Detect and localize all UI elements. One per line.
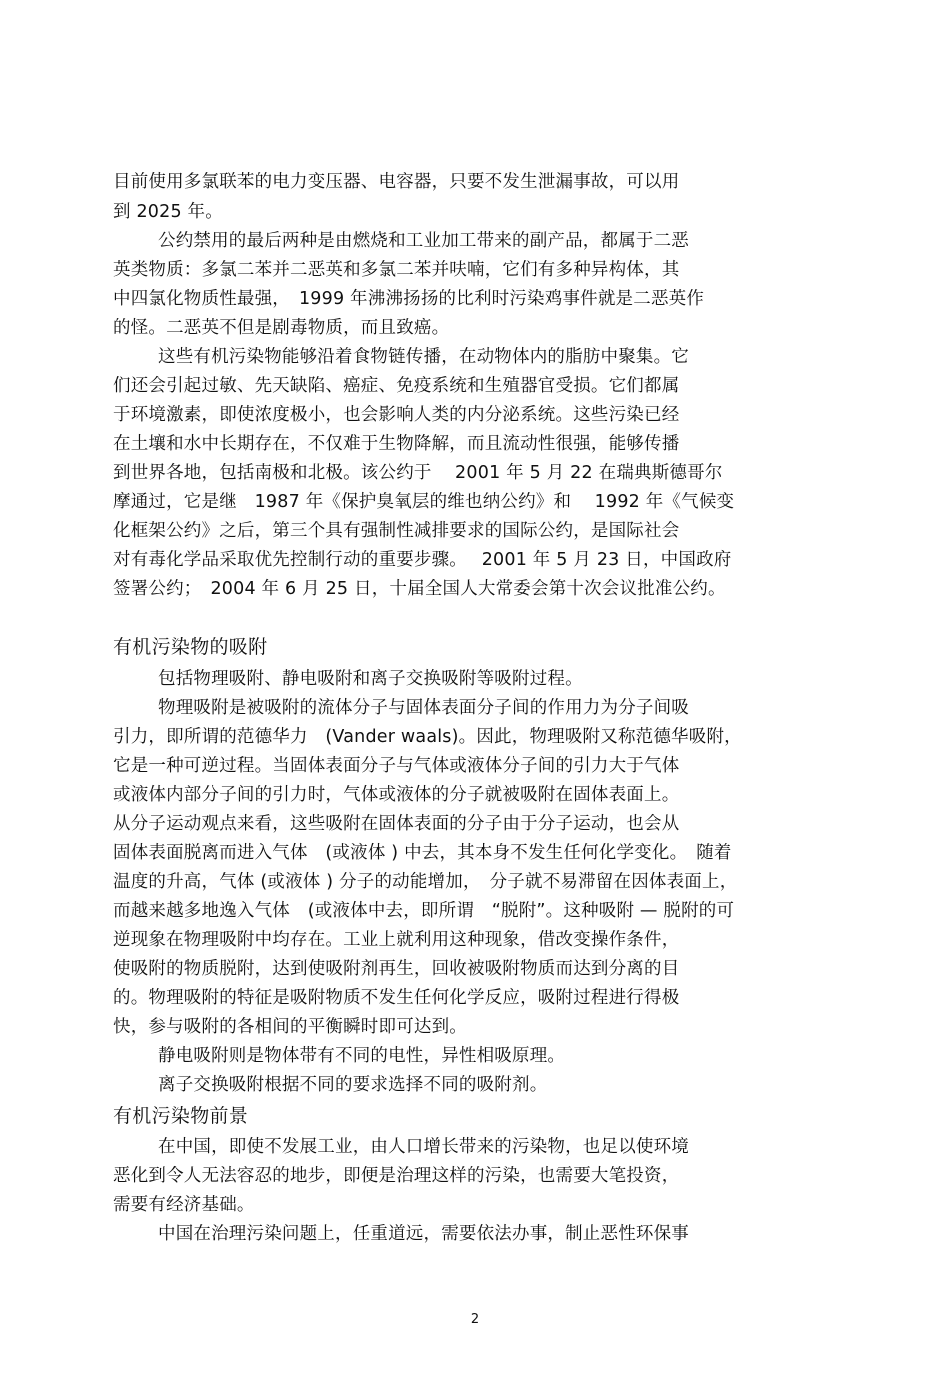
text-line: 它是一种可逆过程。当固体表面分子与气体或液体分子间的引力大于气体 <box>113 756 680 776</box>
section-heading: 有机污染物的吸附 <box>113 636 268 658</box>
text-line: 摩通过，它是继 1987 年《保护臭氧层的维也纳公约》和 1992 年《气候变 <box>113 492 735 512</box>
text-line: 使吸附的物质脱附，达到使吸附剂再生，回收被吸附物质而达到分离的目 <box>113 959 680 979</box>
text-line: 化框架公约》之后，第三个具有强制性减排要求的国际公约，是国际社会 <box>113 521 680 541</box>
text-line: 包括物理吸附、静电吸附和离子交换吸附等吸附过程。 <box>158 669 583 689</box>
text-line: 目前使用多氯联苯的电力变压器、电容器，只要不发生泄漏事故，可以用 <box>113 172 680 192</box>
text-line: 到 2025 年。 <box>113 202 223 222</box>
text-line: 恶化到令人无法容忍的地步，即便是治理这样的污染，也需要大笔投资， <box>113 1166 680 1186</box>
section-heading: 有机污染物前景 <box>113 1105 249 1127</box>
text-line: 在中国，即使不发展工业，由人口增长带来的污染物，也足以使环境 <box>158 1137 689 1157</box>
text-line: 引力，即所谓的范德华力 (Vander waals)。因此，物理吸附又称范德华吸附， <box>113 727 742 747</box>
text-line: 中国在治理污染问题上，任重道远，需要依法办事，制止恶性环保事 <box>158 1224 689 1244</box>
text-line: 物理吸附是被吸附的流体分子与固体表面分子间的作用力为分子间吸 <box>158 698 689 718</box>
text-line: 固体表面脱离而进入气体 (或液体 ) 中去，其本身不发生任何化学变化。 随着 <box>113 843 732 863</box>
text-line: 逆现象在物理吸附中均存在。工业上就利用这种现象，借改变操作条件， <box>113 930 680 950</box>
text-line: 需要有经济基础。 <box>113 1195 255 1215</box>
page-number: 2 <box>470 1312 480 1327</box>
text-line: 从分子运动观点来看，这些吸附在固体表面的分子由于分子运动，也会从 <box>113 814 680 834</box>
text-line: 温度的升高，气体 (或液体 ) 分子的动能增加， 分子就不易滞留在因体表面上， <box>113 872 738 892</box>
text-line: 到世界各地，包括南极和北极。该公约于 2001 年 5 月 22 在瑞典斯德哥尔 <box>113 463 723 483</box>
text-line: 们还会引起过敏、先天缺陷、癌症、免疫系统和生殖器官受损。它们都属 <box>113 376 680 396</box>
text-line: 公约禁用的最后两种是由燃烧和工业加工带来的副产品，都属于二恶 <box>158 231 689 251</box>
text-line: 英类物质：多氯二苯并二恶英和多氯二苯并呋喃，它们有多种异构体，其 <box>113 260 680 280</box>
text-line: 而越来越多地逸入气体 (或液体中去，即所谓 “脱附”。这种吸附 — 脱附的可 <box>113 901 735 921</box>
text-line: 静电吸附则是物体带有不同的电性，异性相吸原理。 <box>158 1046 566 1066</box>
text-line: 签署公约； 2004 年 6 月 25 日，十届全国人大常委会第十次会议批准公约。 <box>113 579 726 599</box>
text-line: 中四氯化物质性最强， 1999 年沸沸扬扬的比利时污染鸡事件就是二恶英作 <box>113 289 705 309</box>
text-line: 的怪。二恶英不但是剧毒物质，而且致癌。 <box>113 318 450 338</box>
text-line: 或液体内部分子间的引力时，气体或液体的分子就被吸附在固体表面上。 <box>113 785 680 805</box>
text-line: 的。物理吸附的特征是吸附物质不发生任何化学反应，吸附过程进行得极 <box>113 988 680 1008</box>
text-line: 在土壤和水中长期存在，不仅难于生物降解，而且流动性很强，能够传播 <box>113 434 680 454</box>
text-line: 快，参与吸附的各相间的平衡瞬时即可达到。 <box>113 1017 467 1037</box>
text-line: 这些有机污染物能够沿着食物链传播，在动物体内的脂肪中聚集。它 <box>158 347 689 367</box>
text-line: 于环境激素，即使浓度极小，也会影响人类的内分泌系统。这些污染已经 <box>113 405 680 425</box>
text-line: 离子交换吸附根据不同的要求选择不同的吸附剂。 <box>158 1075 548 1095</box>
text-line: 对有毒化学品采取优先控制行动的重要步骤。 2001 年 5 月 23 日，中国政府 <box>113 550 732 570</box>
